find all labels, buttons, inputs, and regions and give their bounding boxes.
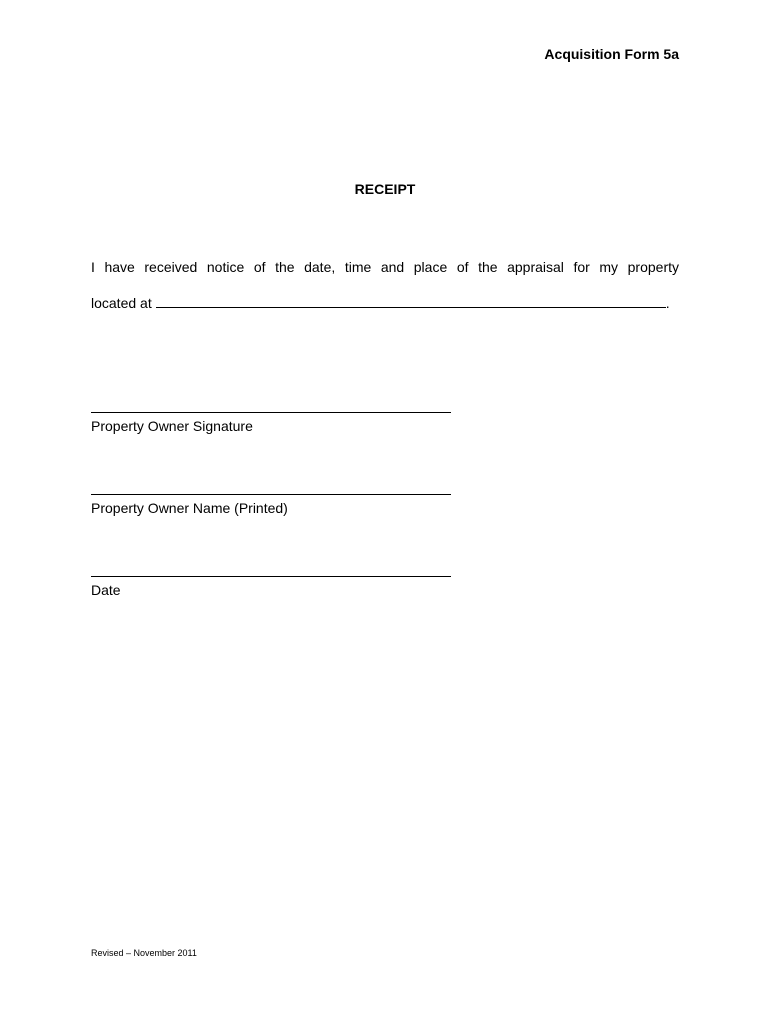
date-label: Date — [91, 582, 121, 598]
statement-line-1: I have received notice of the date, time and place of the appraisal for my property — [91, 259, 679, 275]
date-field — [91, 576, 451, 598]
form-number: Acquisition Form 5a — [544, 46, 679, 62]
printed-name-label: Property Owner Name (Printed) — [91, 500, 288, 516]
signature-field — [91, 412, 451, 434]
property-location-blank[interactable] — [156, 295, 666, 308]
signature-label: Property Owner Signature — [91, 418, 253, 434]
printed-name-field — [91, 494, 451, 516]
revision-note: Revised – November 2011 — [91, 948, 197, 958]
page-title: RECEIPT — [354, 181, 416, 197]
location-suffix: . — [665, 295, 670, 311]
printed-name-line[interactable] — [91, 494, 451, 495]
date-line[interactable] — [91, 576, 451, 577]
statement-line-2 — [91, 285, 679, 321]
signature-line[interactable] — [91, 412, 451, 413]
location-prefix: located at — [91, 295, 152, 311]
receipt-statement — [91, 249, 679, 321]
